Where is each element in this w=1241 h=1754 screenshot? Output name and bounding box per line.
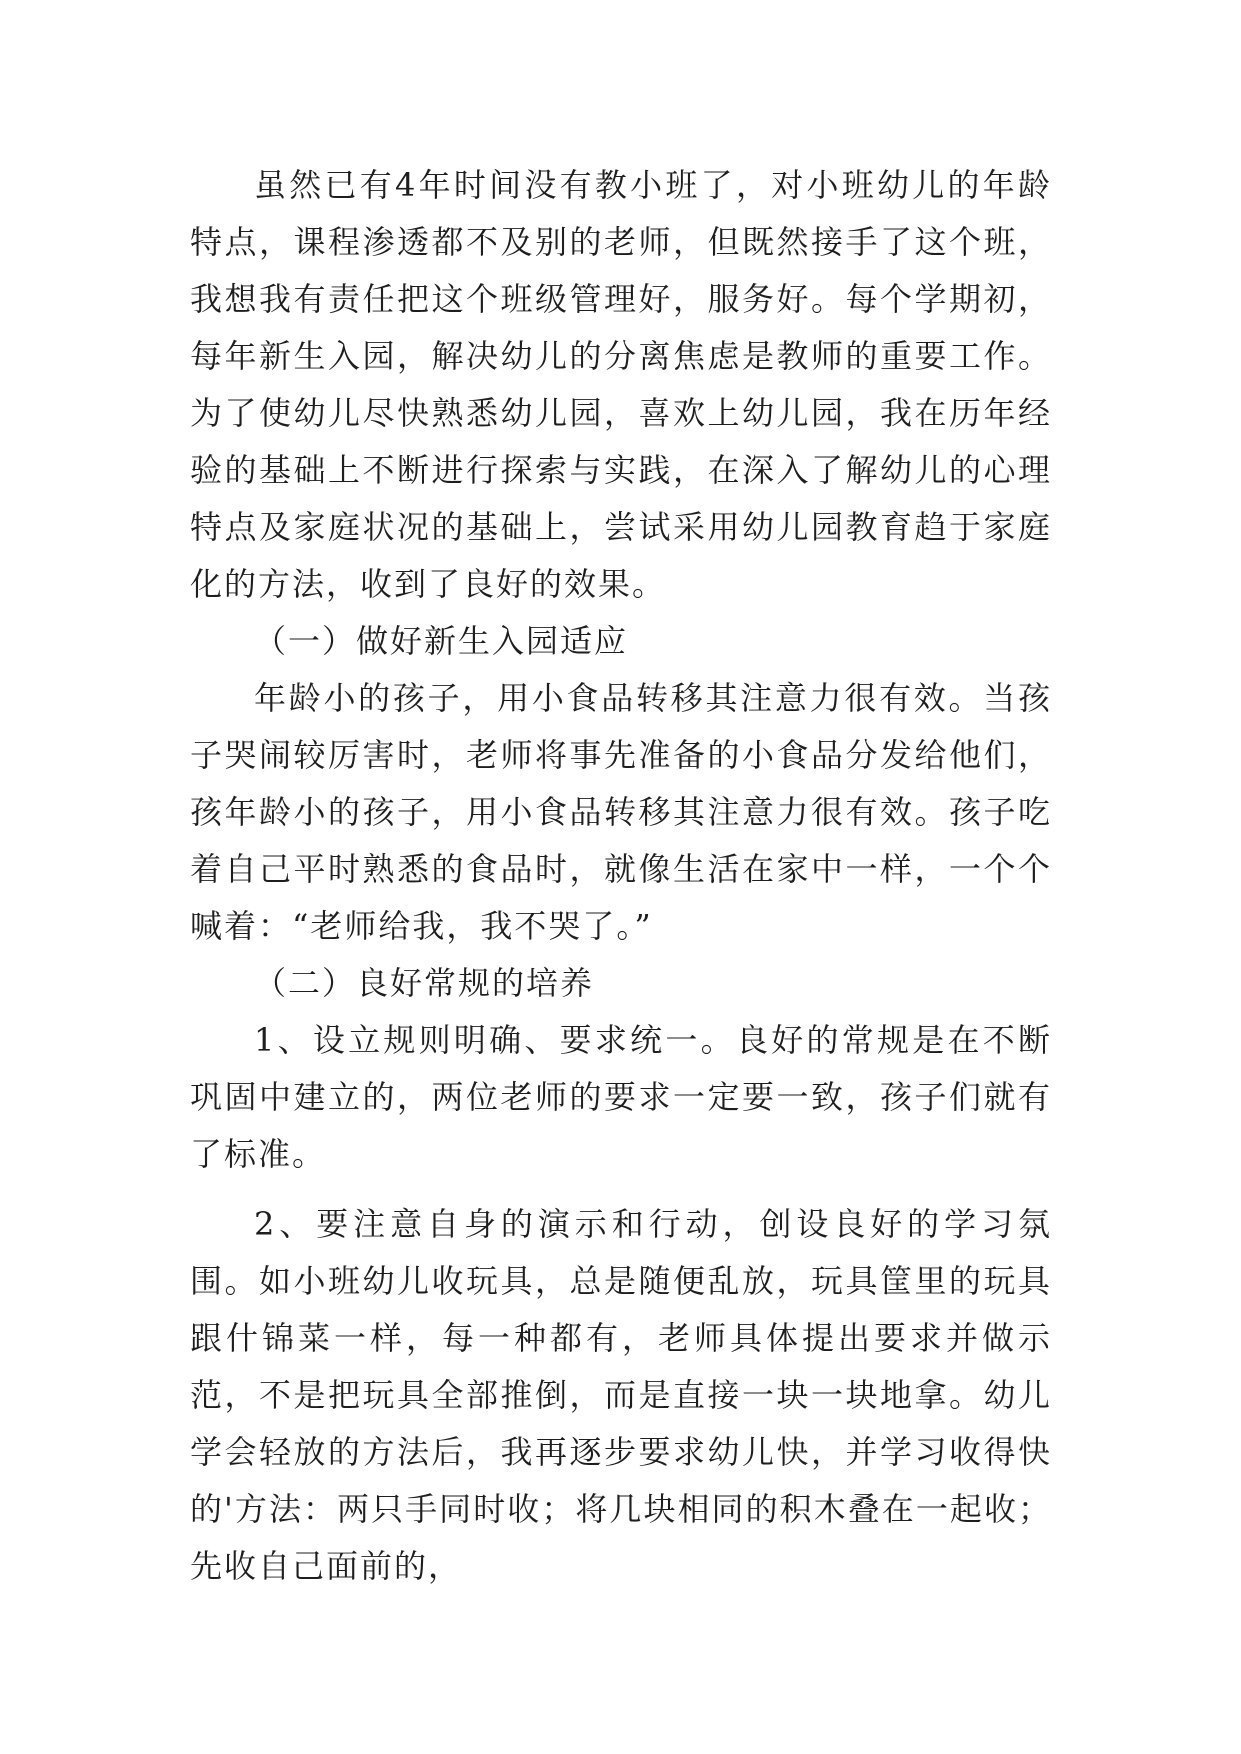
section-heading-2: （二）良好常规的培养 [254,964,595,1002]
document-body [190,157,1052,1595]
paragraph-section-1: 年龄小的孩子，用小食品转移其注意力很有效。当孩子哭闹较厉害时，老师将事先准备的小食品分发给他们，孩年龄小的孩子，用小食品转移其注意力很有效。孩子吃着自己平时熟悉的食品时，就像生活在家中一样，一个个喊着：“老师给我，我不哭了。” [190,679,1052,945]
paragraph-item-2: 2、要注意自身的演示和行动，创设良好的学习氛围。如小班幼儿收玩具，总是随便乱放，玩具筐里的玩具跟什锦菜一样，每一种都有，老师具体提出要求并做示范，不是把玩具全部推倒，而是直接一块一块地拿。幼儿学会轻放的方法后，我再逐步要求幼儿快，并学习收得快的'方法：两只手同时收；将几块相同的积木叠在一起收；先收自己面前的， [190,1205,1052,1585]
paragraph-intro: 虽然已有4年时间没有教小班了，对小班幼儿的年龄特点，课程渗透都不及别的老师，但既然接手了这个班，我想我有责任把这个班级管理好，服务好。每个学期初，每年新生入园，解决幼儿的分离焦虑是教师的重要工作。为了使幼儿尽快熟悉幼儿园，喜欢上幼儿园，我在历年经验的基础上不断进行探索与实践，在深入了解幼儿的心理特点及家庭状况的基础上，尝试采用幼儿园教育趋于家庭化的方法，收到了良好的效果。 [190,166,1052,603]
section-heading-1: （一）做好新生入园适应 [254,622,629,660]
paragraph-item-1: 1、设立规则明确、要求统一。良好的常规是在不断巩固中建立的，两位老师的要求一定要一致，孩子们就有了标准。 [190,1021,1052,1173]
